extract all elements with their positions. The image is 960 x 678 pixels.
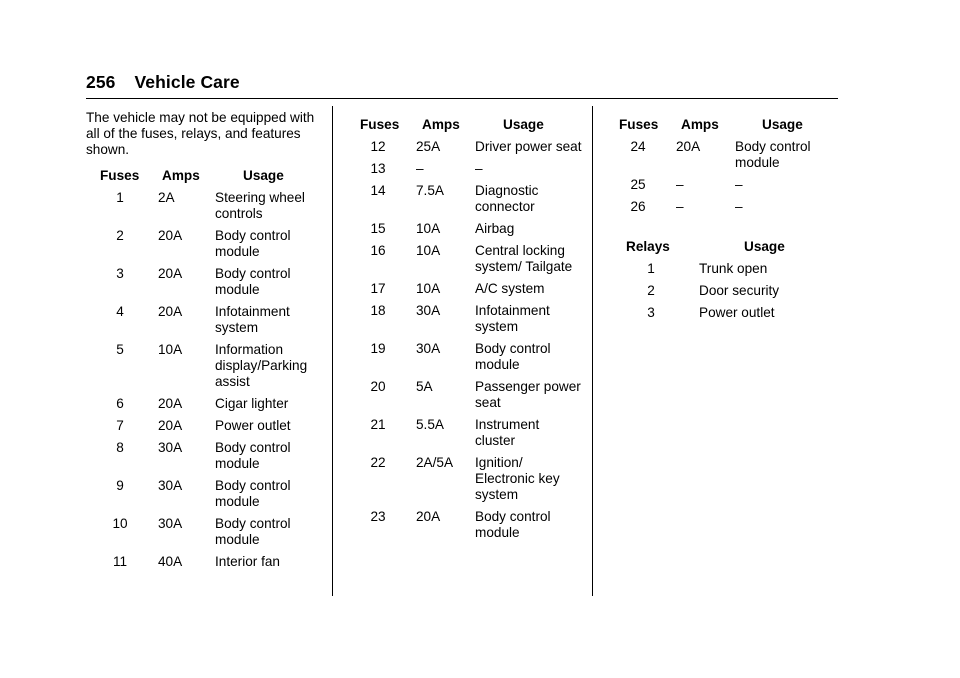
fuse-number: 21 [370,417,386,432]
table-row [348,509,584,541]
fuse-usage: Body control module [475,509,551,540]
table-row [86,418,326,434]
fuse-number: 11 [112,554,128,569]
fuse-usage: Infotainment system [215,304,290,335]
page-header [86,72,240,93]
fuse-number: 5 [116,342,124,357]
fuse-usage: Body control module [215,478,291,509]
table-row [86,228,326,260]
fuse-usage: Airbag [475,221,515,236]
fuse-amps: 20A [158,396,183,411]
fuse-amps: – [416,161,424,176]
header-rule [86,98,838,99]
table-row [348,183,584,215]
table-row [608,139,838,171]
fuse-amps: – [676,199,684,214]
fuse-usage: – [735,199,743,214]
relay-table-header [608,239,838,255]
table-row [348,281,584,297]
table-row [348,303,584,335]
fuse-amps: 30A [158,516,183,531]
fuse-usage: – [475,161,483,176]
fuse-amps: 20A [158,304,183,319]
table-row [348,161,584,177]
relay-number: 3 [647,305,655,320]
fuse-number: 15 [370,221,386,236]
header-usage: Usage [744,239,785,254]
header-amps: Amps [422,117,460,132]
header-fuses: Fuses [100,168,140,183]
fuse-usage: Ignition/ Electronic key system [475,455,560,502]
fuse-table-1 [86,190,326,570]
fuse-amps: 10A [416,281,441,296]
table-row [608,177,838,193]
fuse-number: 16 [370,243,386,258]
fuse-number: 17 [370,281,386,296]
fuse-amps: 30A [416,341,441,356]
page-number: 256 [86,72,116,92]
relay-usage: Door security [699,283,780,298]
section-title: Vehicle Care [134,72,240,92]
fuse-number: 8 [116,440,124,455]
header-fuses: Fuses [360,117,400,132]
relay-usage: Power outlet [699,305,775,320]
fuse-usage: Steering wheel controls [215,190,305,221]
fuse-usage: Instrument cluster [475,417,540,448]
fuse-amps: 2A [158,190,175,205]
fuse-number: 25 [630,177,646,192]
fuse-table-header [608,117,838,133]
table-row [348,341,584,373]
fuse-amps: 20A [158,266,183,281]
fuse-number: 1 [116,190,124,205]
column-divider [332,106,333,596]
fuse-number: 4 [116,304,124,319]
fuse-usage: Power outlet [215,418,291,433]
header-fuses: Fuses [619,117,659,132]
fuse-amps: 20A [676,139,701,154]
fuse-number: 9 [116,478,124,493]
fuse-usage: Driver power seat [475,139,582,154]
header-relays: Relays [626,239,670,254]
fuse-number: 22 [370,455,386,470]
fuse-number: 13 [370,161,386,176]
fuse-usage: Information display/Parking assist [215,342,308,389]
fuse-usage: Diagnostic connector [475,183,539,214]
table-row [608,305,838,321]
fuse-number: 12 [370,139,386,154]
fuse-amps: 30A [158,440,183,455]
table-row [348,379,584,411]
fuse-table-header [86,168,326,184]
fuse-amps: 5.5A [416,417,444,432]
fuse-number: 14 [370,183,386,198]
fuse-table-3 [608,139,838,215]
fuse-number: 23 [370,509,386,524]
table-row [86,516,326,548]
column-2 [348,117,584,547]
intro-text: The vehicle may not be equipped with all of the fuses, relays, and features shown. [86,110,315,157]
header-amps: Amps [162,168,200,183]
fuse-amps: 25A [416,139,441,154]
fuse-number: 24 [630,139,646,154]
relay-number: 1 [647,261,655,276]
table-row [348,221,584,237]
fuse-amps: 7.5A [416,183,444,198]
fuse-amps: 2A/5A [416,455,454,470]
fuse-usage: Body control module [215,440,291,471]
table-row [86,554,326,570]
fuse-number: 26 [630,199,646,214]
table-row [86,440,326,472]
fuse-number: 18 [370,303,386,318]
relay-usage: Trunk open [699,261,768,276]
fuse-amps: 10A [158,342,183,357]
fuse-table-2 [348,139,584,541]
fuse-usage: Body control module [215,228,291,259]
fuse-amps: 10A [416,221,441,236]
table-row [348,243,584,275]
fuse-usage: Central locking system/ Tailgate [475,243,573,274]
relay-number: 2 [647,283,655,298]
header-usage: Usage [243,168,284,183]
header-usage: Usage [503,117,544,132]
table-row [348,417,584,449]
fuse-amps: 30A [158,478,183,493]
header-amps: Amps [681,117,719,132]
fuse-usage: Interior fan [215,554,280,569]
fuse-usage: Body control module [215,516,291,547]
fuse-amps: 5A [416,379,433,394]
fuse-amps: 40A [158,554,183,569]
fuse-amps: 20A [416,509,441,524]
fuse-usage: Body control module [215,266,291,297]
fuse-number: 2 [116,228,124,243]
table-row [86,304,326,336]
fuse-usage: Cigar lighter [215,396,289,411]
table-row [348,455,584,503]
fuse-table-header [348,117,584,133]
relay-table [608,261,838,321]
fuse-usage: A/C system [475,281,545,296]
table-row [608,283,838,299]
fuse-amps: 10A [416,243,441,258]
fuse-number: 10 [112,516,128,531]
header-usage: Usage [762,117,803,132]
fuse-amps: 20A [158,418,183,433]
fuse-number: 7 [116,418,124,433]
fuse-number: 3 [116,266,124,281]
fuse-amps: 20A [158,228,183,243]
fuse-usage: Infotainment system [475,303,550,334]
fuse-usage: Passenger power seat [475,379,581,410]
fuse-number: 6 [116,396,124,411]
fuse-usage: – [735,177,743,192]
table-row [86,478,326,510]
fuse-number: 20 [370,379,386,394]
fuse-amps: – [676,177,684,192]
table-row [608,261,838,277]
fuse-number: 19 [370,341,386,356]
table-row [348,139,584,155]
table-row [86,396,326,412]
column-divider [592,106,593,596]
table-row [86,266,326,298]
fuse-amps: 30A [416,303,441,318]
fuse-usage: Body control module [735,139,811,170]
table-row [608,199,838,215]
column-3 [608,117,838,327]
table-row [86,190,326,222]
table-row [86,342,326,390]
fuse-usage: Body control module [475,341,551,372]
column-1 [86,110,326,576]
